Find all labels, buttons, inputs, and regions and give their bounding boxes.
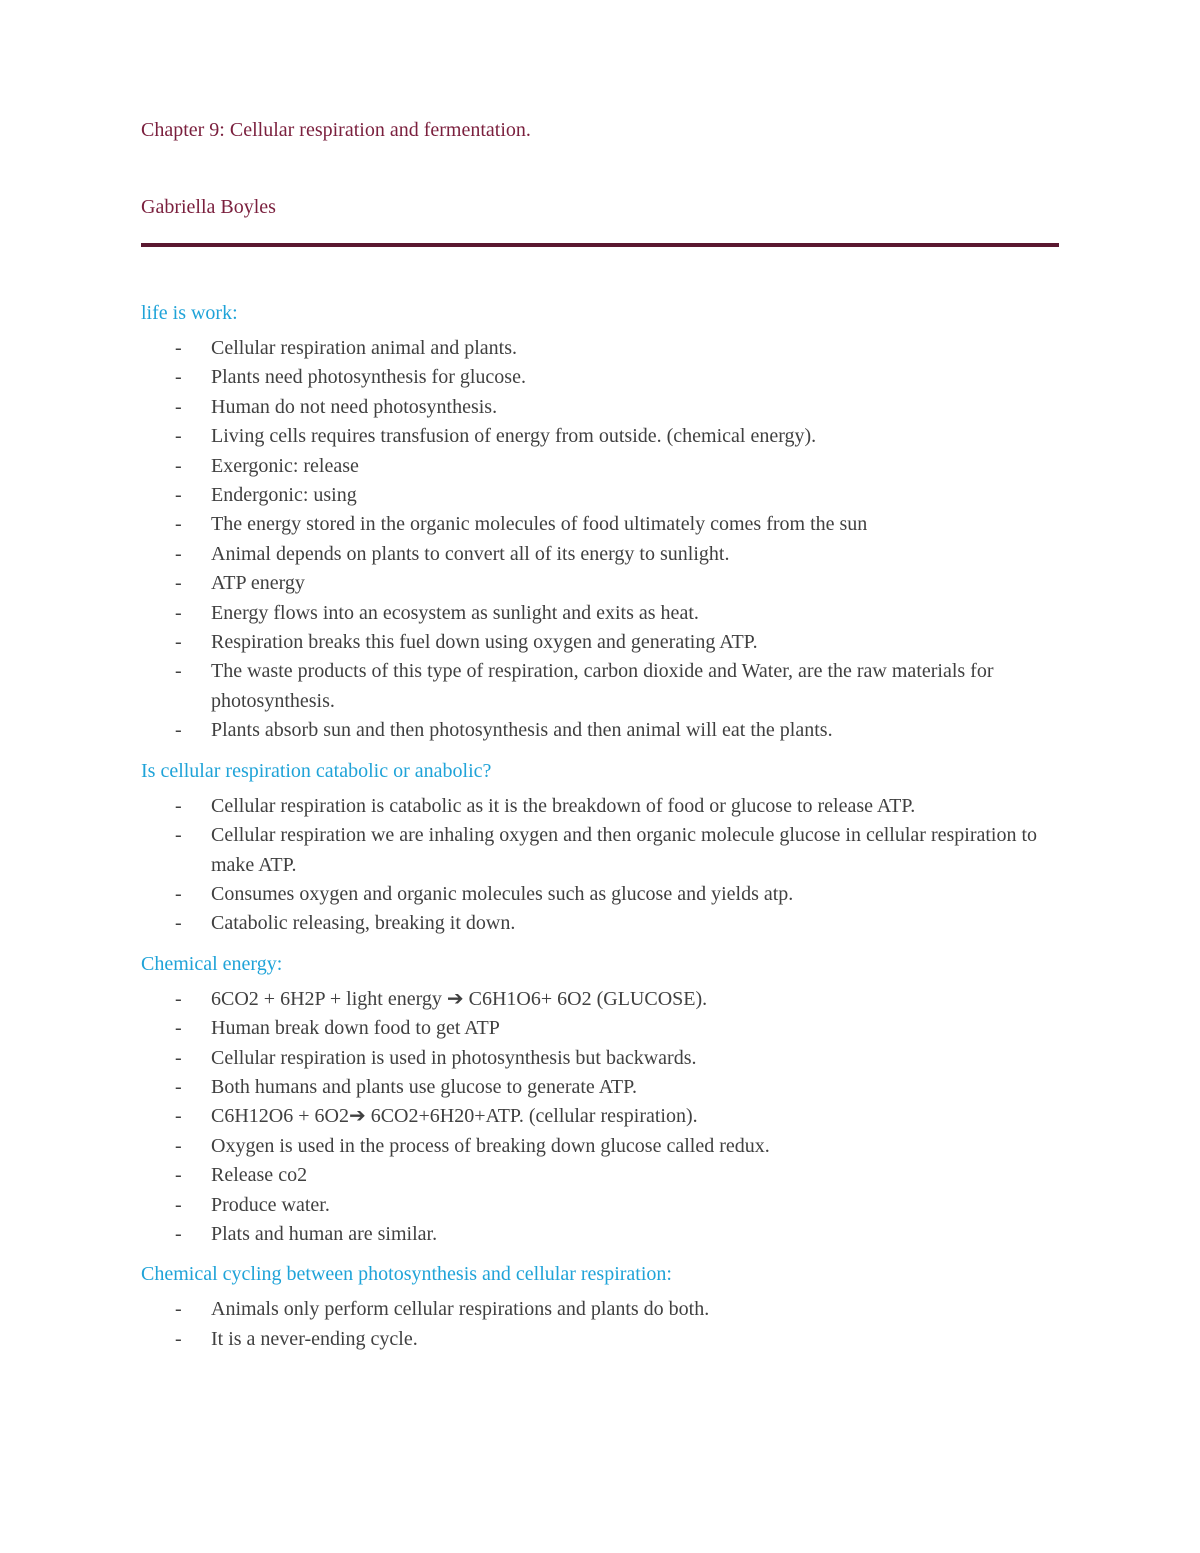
bullet-list [141, 1295, 1059, 1354]
list-item-text: Cellular respiration animal and plants. [211, 337, 518, 359]
dash-bullet-icon: - [175, 1105, 182, 1128]
list-item-text: C6H12O6 + 6O2➔ 6CO2+6H20+ATP. (cellular respiration). [211, 1105, 698, 1128]
dash-bullet-icon: - [175, 1017, 182, 1040]
list-item-text: Plats and human are similar. [211, 1222, 438, 1245]
list-item-text: Consumes oxygen and organic molecules such as glucose and yields atp. [211, 882, 794, 905]
list-item-text: It is a never-ending cycle. [211, 1327, 418, 1350]
list-item-text: Oxygen is used in the process of breaking down glucose called redux. [211, 1134, 770, 1157]
list-item-text: Human break down food to get ATP [211, 1017, 500, 1040]
list-item [141, 1132, 1059, 1161]
section-heading: life is work: [141, 302, 238, 324]
dash-bullet-icon: - [175, 601, 182, 624]
list-item [141, 985, 1059, 1014]
section-heading: Chemical energy: [141, 952, 283, 975]
dash-bullet-icon: - [175, 824, 182, 847]
list-item [141, 1295, 1059, 1324]
list-item [141, 599, 1059, 628]
list-item-text: Cellular respiration is used in photosynthesis but backwards. [211, 1046, 697, 1069]
list-item [141, 1191, 1059, 1220]
list-item-text: Plants absorb sun and then photosynthesis and then animal will eat the plants. [211, 719, 833, 742]
notes-section [141, 298, 1059, 746]
list-item [141, 569, 1059, 598]
list-item [141, 821, 1059, 880]
author-name: Gabriella Boyles [141, 196, 276, 218]
list-item [141, 540, 1059, 569]
notes-section [141, 756, 1059, 939]
list-item-text: The waste products of this type of respiration, carbon dioxide and Water, are the raw materials for photosynthesis. [211, 660, 994, 712]
list-item-text: Respiration breaks this fuel down using oxygen and generating ATP. [211, 631, 758, 654]
section-heading: Chemical cycling between photosynthesis and cellular respiration: [141, 1263, 672, 1286]
list-item-text: Cellular respiration is catabolic as it is the breakdown of food or glucose to release ATP. [211, 794, 916, 817]
list-item-text: Release co2 [211, 1164, 308, 1187]
list-item [141, 909, 1059, 938]
dash-bullet-icon: - [175, 719, 182, 742]
title-divider [141, 243, 1059, 247]
list-item [141, 363, 1059, 392]
list-item-text: Catabolic releasing, breaking it down. [211, 912, 516, 935]
notes-section [141, 1259, 1059, 1354]
dash-bullet-icon: - [175, 1164, 182, 1187]
notes-section [141, 949, 1059, 1250]
list-item [141, 1044, 1059, 1073]
bullet-list [141, 334, 1059, 746]
list-item-text: 6CO2 + 6H2P + light energy ➔ C6H1O6+ 6O2 (GLUCOSE). [211, 987, 708, 1010]
list-item-text: Both humans and plants use glucose to generate ATP. [211, 1075, 638, 1098]
list-item-text: The energy stored in the organic molecules of food ultimately comes from the sun [211, 513, 868, 536]
dash-bullet-icon: - [175, 484, 182, 507]
list-item [141, 393, 1059, 422]
bullet-list [141, 985, 1059, 1250]
list-item-text: ATP energy [211, 572, 305, 595]
dash-bullet-icon: - [175, 395, 182, 418]
dash-bullet-icon: - [175, 1046, 182, 1069]
list-item [141, 1073, 1059, 1102]
list-item [141, 880, 1059, 909]
list-item-text: Human do not need photosynthesis. [211, 395, 498, 418]
dash-bullet-icon: - [175, 882, 182, 905]
dash-bullet-icon: - [175, 1193, 182, 1216]
list-item [141, 628, 1059, 657]
document-title: Chapter 9: Cellular respiration and fermentation. [141, 119, 531, 141]
dash-bullet-icon: - [175, 794, 182, 817]
dash-bullet-icon: - [175, 572, 182, 595]
list-item [141, 481, 1059, 510]
dash-bullet-icon: - [175, 513, 182, 536]
list-item [141, 334, 1059, 363]
dash-bullet-icon: - [175, 542, 182, 565]
dash-bullet-icon: - [175, 454, 182, 477]
list-item-text: Animal depends on plants to convert all of its energy to sunlight. [211, 542, 730, 565]
list-item [141, 1325, 1059, 1354]
dash-bullet-icon: - [175, 1134, 182, 1157]
notes-body [141, 298, 1059, 1354]
section-heading: Is cellular respiration catabolic or anabolic? [141, 759, 492, 782]
list-item [141, 1220, 1059, 1249]
list-item-text: Produce water. [211, 1193, 330, 1216]
list-item-text: Energy flows into an ecosystem as sunlight and exits as heat. [211, 601, 699, 624]
dash-bullet-icon: - [175, 660, 182, 683]
dash-bullet-icon: - [175, 366, 182, 389]
dash-bullet-icon: - [175, 912, 182, 935]
dash-bullet-icon: - [175, 1298, 182, 1321]
list-item [141, 452, 1059, 481]
list-item-text: Animals only perform cellular respirations and plants do both. [211, 1298, 710, 1321]
dash-bullet-icon: - [175, 1075, 182, 1098]
document-page [141, 114, 1059, 1354]
dash-bullet-icon: - [175, 987, 182, 1010]
dash-bullet-icon: - [175, 337, 182, 359]
list-item-text: Living cells requires transfusion of energy from outside. (chemical energy). [211, 425, 817, 448]
list-item [141, 1014, 1059, 1043]
list-item [141, 657, 1059, 716]
list-item [141, 510, 1059, 539]
bullet-list [141, 792, 1059, 939]
list-item [141, 422, 1059, 451]
dash-bullet-icon: - [175, 425, 182, 448]
list-item [141, 1102, 1059, 1131]
list-item [141, 792, 1059, 821]
list-item [141, 1161, 1059, 1190]
list-item-text: Endergonic: using [211, 484, 357, 507]
dash-bullet-icon: - [175, 631, 182, 654]
dash-bullet-icon: - [175, 1222, 182, 1245]
dash-bullet-icon: - [175, 1327, 182, 1350]
list-item-text: Cellular respiration we are inhaling oxygen and then organic molecule glucose in cellular respiration to make ATP. [211, 824, 1038, 876]
list-item-text: Plants need photosynthesis for glucose. [211, 366, 526, 389]
list-item [141, 716, 1059, 745]
list-item-text: Exergonic: release [211, 454, 359, 477]
